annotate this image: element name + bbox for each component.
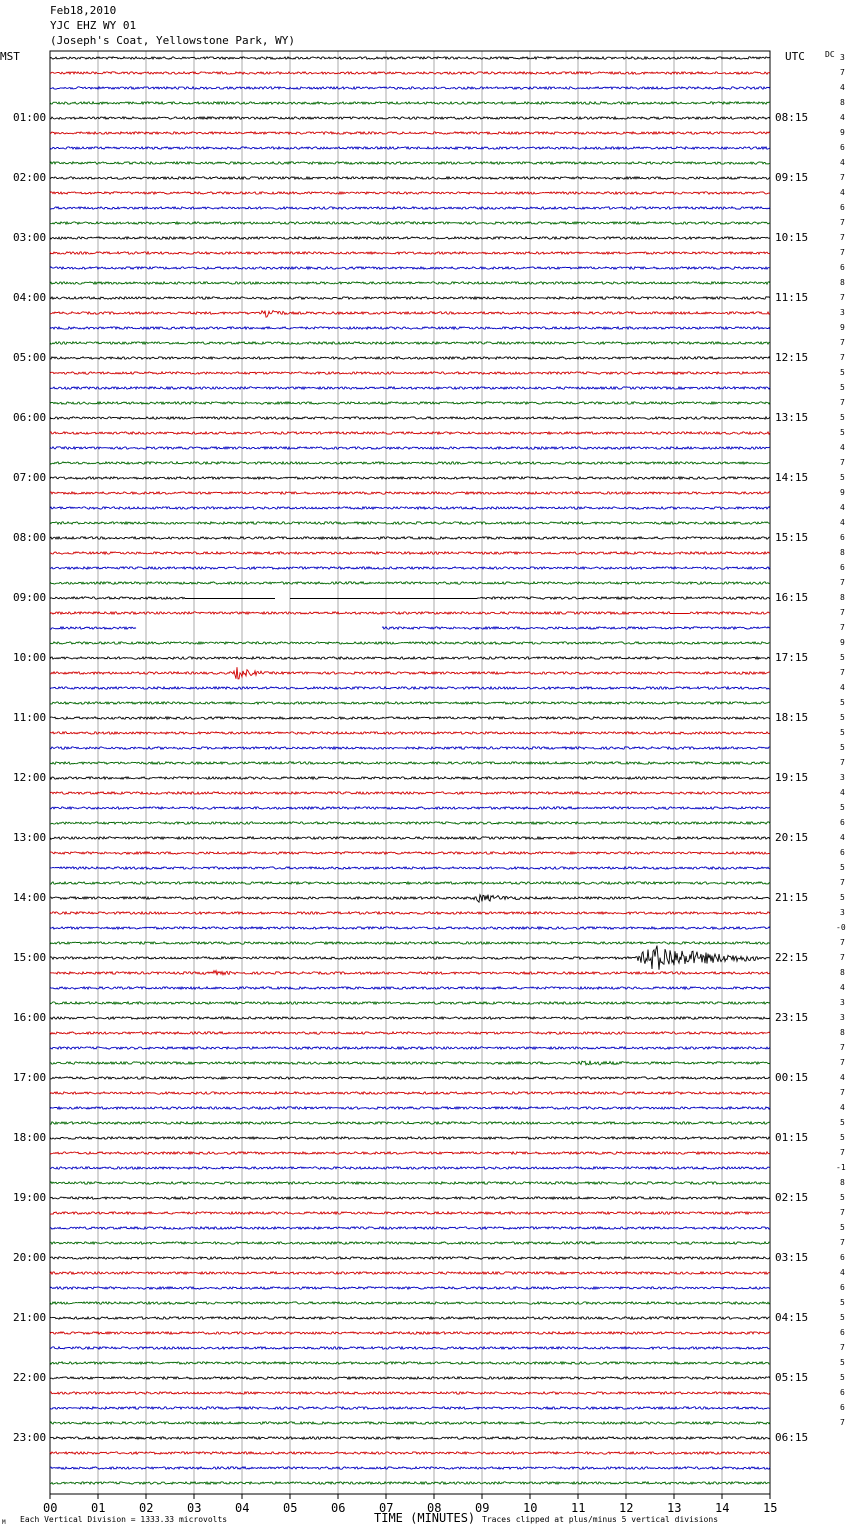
dc-value: 6: [840, 1283, 845, 1292]
dc-value: 5: [840, 1298, 845, 1307]
dc-value: 7: [840, 353, 845, 362]
right-hour-label: 15:15: [775, 531, 809, 544]
trace-row: [50, 702, 770, 704]
dc-label: DC: [825, 50, 835, 59]
dc-value: 3: [840, 773, 845, 782]
trace-row: [50, 207, 770, 209]
trace-row: [50, 882, 770, 884]
dc-value: 8: [840, 593, 845, 602]
trace-row: [50, 1077, 770, 1079]
dc-value: 6: [840, 1328, 845, 1337]
right-hour-label: 18:15: [775, 711, 809, 724]
dc-value: 4: [840, 443, 845, 452]
trace-row: [50, 192, 770, 194]
left-hour-label: 12:00: [13, 771, 47, 784]
x-tick-label: 14: [715, 1501, 730, 1515]
dc-value: 7: [840, 1343, 845, 1352]
trace-row: [50, 1332, 770, 1334]
dc-value: 5: [840, 803, 845, 812]
x-tick-label: 04: [235, 1501, 250, 1515]
trace-row: [50, 762, 770, 764]
dc-value: 8: [840, 548, 845, 557]
dc-value: 6: [840, 1253, 845, 1262]
trace-row: [50, 627, 770, 629]
dc-value: 7: [840, 668, 845, 677]
dc-value: 9: [840, 638, 845, 647]
dc-value: 8: [840, 98, 845, 107]
dc-value: 5: [840, 1358, 845, 1367]
trace-row: [50, 417, 770, 419]
dc-value: 9: [840, 128, 845, 137]
trace-row: [50, 822, 770, 824]
dc-value: 7: [840, 938, 845, 947]
trace-row: [50, 895, 770, 903]
dc-value: 3: [840, 53, 845, 62]
x-tick-label: 03: [187, 1501, 202, 1515]
x-tick-label: 06: [331, 1501, 346, 1515]
dc-value: 6: [840, 1403, 845, 1412]
dc-value: 7: [840, 1418, 845, 1427]
trace-row: [50, 1422, 770, 1424]
trace-row: [50, 1302, 770, 1304]
trace-row: [50, 117, 770, 119]
trace-row: [50, 177, 770, 179]
trace-row: [50, 552, 770, 554]
trace-row: [50, 1167, 770, 1169]
dc-value: 7: [840, 953, 845, 962]
right-hour-label: 19:15: [775, 771, 809, 784]
trace-row: [50, 942, 770, 944]
trace-row: [50, 1107, 770, 1109]
clipping-note: Traces clipped at plus/minus 5 vertical divisions: [482, 1515, 719, 1524]
dc-value: 7: [840, 1088, 845, 1097]
dc-value: 7: [840, 608, 845, 617]
trace-row: [50, 222, 770, 224]
dc-value: 4: [840, 683, 845, 692]
trace-row: [50, 1227, 770, 1229]
dc-value: 6: [840, 563, 845, 572]
trace-row: [50, 1392, 770, 1394]
dc-value: 7: [840, 248, 845, 257]
trace-row: [50, 1092, 770, 1094]
trace-row: [50, 1182, 770, 1184]
left-hour-label: 05:00: [13, 351, 47, 364]
trace-row: [50, 837, 770, 839]
trace-row: [50, 732, 770, 734]
trace-row: [50, 372, 770, 374]
trace-row: [50, 642, 770, 644]
trace-row: [50, 582, 770, 584]
dc-value: 7: [840, 1208, 845, 1217]
right-hour-label: 16:15: [775, 591, 809, 604]
trace-row: [50, 1122, 770, 1124]
dc-value: 5: [840, 1193, 845, 1202]
dc-value: 5: [840, 368, 845, 377]
dc-value: 4: [840, 188, 845, 197]
left-hour-label: 23:00: [13, 1431, 47, 1444]
right-timezone-label: UTC: [785, 50, 805, 63]
x-tick-label: 12: [619, 1501, 634, 1515]
right-hour-label: 11:15: [775, 291, 809, 304]
left-hour-label: 11:00: [13, 711, 47, 724]
trace-row: [50, 447, 770, 449]
dc-value: 5: [840, 1223, 845, 1232]
right-hour-label: 21:15: [775, 891, 809, 904]
dc-value: 3: [840, 1013, 845, 1022]
trace-row: [50, 1407, 770, 1409]
trace-row: [50, 132, 770, 134]
trace-row: [50, 462, 770, 464]
dc-value: 8: [840, 1028, 845, 1037]
trace-row: [50, 1347, 770, 1349]
right-hour-label: 02:15: [775, 1191, 809, 1204]
dc-value: 7: [840, 68, 845, 77]
dc-value: -0: [836, 923, 846, 932]
dc-value: 9: [840, 323, 845, 332]
trace-row: [50, 432, 770, 434]
right-hour-label: 17:15: [775, 651, 809, 664]
trace-row: [50, 87, 770, 89]
trace-row: [50, 342, 770, 344]
trace-row: [50, 492, 770, 494]
x-tick-label: 13: [667, 1501, 682, 1515]
dc-value: 3: [840, 308, 845, 317]
vertical-division-note: Each Vertical Division = 1333.33 microvolts: [20, 1515, 228, 1524]
trace-row: [50, 1197, 770, 1199]
right-hour-label: 06:15: [775, 1431, 809, 1444]
left-hour-label: 06:00: [13, 411, 47, 424]
trace-row: [50, 477, 770, 479]
trace-row: [50, 402, 770, 404]
trace-row: [50, 162, 770, 164]
dc-value: 7: [840, 1058, 845, 1067]
dc-value: 8: [840, 968, 845, 977]
left-hour-label: 10:00: [13, 651, 47, 664]
right-hour-label: 03:15: [775, 1251, 809, 1264]
dc-value: 8: [840, 278, 845, 287]
dc-value: 4: [840, 1103, 845, 1112]
dc-value: 5: [840, 383, 845, 392]
trace-row: [50, 717, 770, 719]
x-tick-label: 05: [283, 1501, 298, 1515]
dc-value: 6: [840, 533, 845, 542]
right-hour-label: 05:15: [775, 1371, 809, 1384]
dc-value: 6: [840, 848, 845, 857]
trace-row: [50, 327, 770, 329]
dc-value: 7: [840, 233, 845, 242]
right-hour-label: 22:15: [775, 951, 809, 964]
dc-value: 8: [840, 1178, 845, 1187]
dc-value: 7: [840, 758, 845, 767]
left-hour-label: 21:00: [13, 1311, 47, 1324]
trace-row: [50, 1212, 770, 1214]
right-hour-label: 14:15: [775, 471, 809, 484]
x-tick-label: 02: [139, 1501, 154, 1515]
left-hour-label: 14:00: [13, 891, 47, 904]
trace-row: [50, 597, 770, 599]
dc-value: 5: [840, 743, 845, 752]
dc-value: 7: [840, 458, 845, 467]
dc-value: 6: [840, 1388, 845, 1397]
dc-value: 7: [840, 173, 845, 182]
trace-row: [50, 1452, 770, 1454]
header-location: (Joseph's Coat, Yellowstone Park, WY): [50, 34, 296, 47]
trace-row: [50, 1137, 770, 1139]
trace-row: [50, 946, 770, 970]
x-tick-label: 08: [427, 1501, 442, 1515]
trace-row: [50, 867, 770, 869]
dc-value: 3: [840, 998, 845, 1007]
right-hour-label: 10:15: [775, 231, 809, 244]
dc-value: 7: [840, 1043, 845, 1052]
left-hour-label: 17:00: [13, 1071, 47, 1084]
trace-row: [50, 971, 770, 976]
trace-row: [50, 357, 770, 359]
trace-row: [50, 1377, 770, 1379]
dc-value: 5: [840, 698, 845, 707]
trace-row: [50, 567, 770, 569]
right-hour-label: 23:15: [775, 1011, 809, 1024]
trace-row: [50, 1061, 770, 1065]
trace-row: [50, 1017, 770, 1019]
dc-value: 5: [840, 1133, 845, 1142]
trace-row: [50, 612, 770, 614]
trace-row: [50, 807, 770, 809]
dc-value: 5: [840, 473, 845, 482]
dc-value: 4: [840, 833, 845, 842]
trace-row: [50, 252, 770, 254]
trace-row: [50, 777, 770, 779]
trace-row: [50, 387, 770, 389]
trace-row: [50, 1242, 770, 1244]
dc-value: 5: [840, 713, 845, 722]
dc-value: 7: [840, 623, 845, 632]
left-hour-label: 03:00: [13, 231, 47, 244]
dc-value: 9: [840, 488, 845, 497]
dc-value: 4: [840, 788, 845, 797]
dc-value: 7: [840, 878, 845, 887]
dc-value: 5: [840, 893, 845, 902]
right-hour-label: 12:15: [775, 351, 809, 364]
dc-value: 5: [840, 428, 845, 437]
trace-row: [50, 747, 770, 749]
dc-value: 6: [840, 143, 845, 152]
trace-row: [50, 237, 770, 239]
left-hour-label: 08:00: [13, 531, 47, 544]
x-axis-title: TIME (MINUTES): [374, 1511, 476, 1525]
left-hour-label: 07:00: [13, 471, 47, 484]
trace-row: [50, 657, 770, 659]
x-tick-label: 01: [91, 1501, 106, 1515]
left-hour-label: 01:00: [13, 111, 47, 124]
x-tick-label: 10: [523, 1501, 538, 1515]
dc-value: 7: [840, 398, 845, 407]
x-tick-label: 15: [763, 1501, 778, 1515]
trace-row: [50, 852, 770, 854]
trace-row: [50, 507, 770, 509]
dc-value: 7: [840, 1238, 845, 1247]
dc-value: 3: [840, 908, 845, 917]
trace-row: [50, 311, 770, 318]
trace-row: [50, 57, 770, 59]
dc-value: 5: [840, 413, 845, 422]
dc-value: 5: [840, 1313, 845, 1322]
left-hour-label: 04:00: [13, 291, 47, 304]
left-timezone-label: MST: [0, 50, 20, 63]
right-hour-label: 04:15: [775, 1311, 809, 1324]
right-hour-label: 13:15: [775, 411, 809, 424]
dc-value: 6: [840, 818, 845, 827]
trace-row: [50, 1317, 770, 1319]
trace-row: [50, 147, 770, 149]
dc-value: 6: [840, 203, 845, 212]
left-hour-label: 18:00: [13, 1131, 47, 1144]
trace-row: [50, 1272, 770, 1274]
trace-row: [50, 1287, 770, 1289]
trace-row: [50, 1362, 770, 1364]
left-hour-label: 09:00: [13, 591, 47, 604]
left-hour-label: 20:00: [13, 1251, 47, 1264]
dc-value: 4: [840, 503, 845, 512]
dc-value: 5: [840, 728, 845, 737]
dc-value: 4: [840, 1268, 845, 1277]
dc-value: 4: [840, 518, 845, 527]
right-hour-label: 08:15: [775, 111, 809, 124]
x-tick-label: 00: [43, 1501, 58, 1515]
trace-row: [50, 1002, 770, 1004]
trace-row: [50, 537, 770, 539]
dc-value: 4: [840, 83, 845, 92]
left-hour-label: 22:00: [13, 1371, 47, 1384]
trace-row: [50, 1032, 770, 1034]
trace-row: [50, 912, 770, 914]
x-tick-label: 09: [475, 1501, 490, 1515]
dc-value: 7: [840, 293, 845, 302]
trace-row: [50, 522, 770, 524]
left-hour-label: 19:00: [13, 1191, 47, 1204]
right-hour-label: 00:15: [775, 1071, 809, 1084]
right-hour-label: 01:15: [775, 1131, 809, 1144]
trace-row: [50, 1047, 770, 1049]
dc-value: 5: [840, 1373, 845, 1382]
left-hour-label: 02:00: [13, 171, 47, 184]
trace-row: [50, 687, 770, 689]
dc-value: -1: [836, 1163, 846, 1172]
trace-row: [50, 72, 770, 74]
trace-row: [50, 1257, 770, 1259]
dc-value: 4: [840, 983, 845, 992]
trace-row: [50, 792, 770, 794]
trace-row: [50, 1467, 770, 1469]
header-station: YJC EHZ WY 01: [50, 19, 137, 32]
trace-row: [50, 667, 770, 679]
trace-row: [50, 987, 770, 989]
dc-value: 7: [840, 338, 845, 347]
dc-value: 7: [840, 578, 845, 587]
dc-value: 4: [840, 158, 845, 167]
right-hour-label: 09:15: [775, 171, 809, 184]
trace-row: [50, 282, 770, 284]
x-tick-label: 07: [379, 1501, 394, 1515]
dc-value: 4: [840, 113, 845, 122]
left-hour-label: 13:00: [13, 831, 47, 844]
x-tick-label: 11: [571, 1501, 586, 1515]
dc-value: 4: [840, 1073, 845, 1082]
right-hour-label: 20:15: [775, 831, 809, 844]
header-date: Feb18,2010: [50, 4, 117, 17]
trace-row: [50, 1152, 770, 1154]
dc-value: 6: [840, 263, 845, 272]
trace-row: [50, 102, 770, 104]
dc-value: 5: [840, 863, 845, 872]
trace-row: [50, 267, 770, 269]
dc-value: 5: [840, 1118, 845, 1127]
trace-row: [50, 1482, 770, 1484]
trace-row: [50, 297, 770, 299]
corner-mark: M: [2, 1519, 6, 1526]
trace-row: [50, 1437, 770, 1439]
dc-value: 7: [840, 218, 845, 227]
dc-value: 5: [840, 653, 845, 662]
trace-row: [50, 927, 770, 929]
left-hour-label: 16:00: [13, 1011, 47, 1024]
dc-value: 7: [840, 1148, 845, 1157]
left-hour-label: 15:00: [13, 951, 47, 964]
